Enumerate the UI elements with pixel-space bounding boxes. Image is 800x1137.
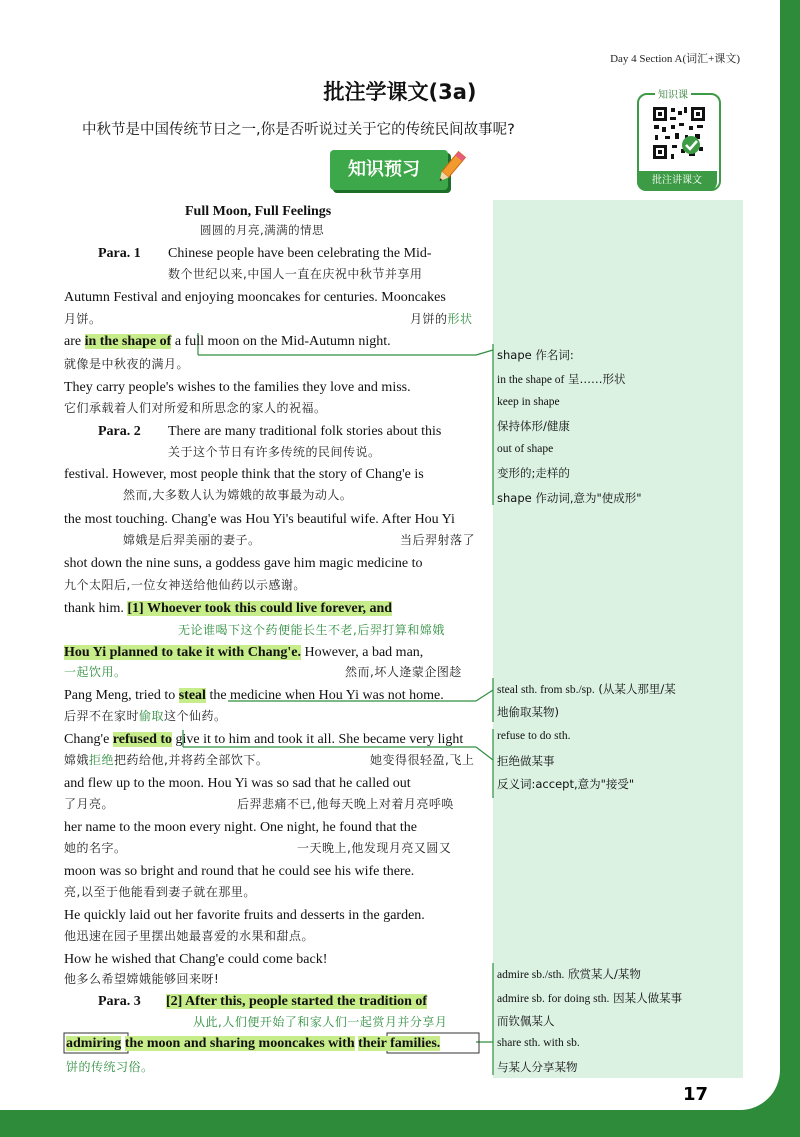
line-3b: a full moon on the Mid-Autumn night. <box>174 334 391 349</box>
trans-7b: 当后羿射落了 <box>400 533 476 547</box>
line-15: moon was so bright and round that he could see his wife there. <box>64 864 415 879</box>
note-refuse-to-cn: 拒绝做某事 <box>497 754 555 768</box>
note-admire-cn: 欣赏某人/某物 <box>568 967 641 981</box>
line-14: her name to the moon every night. One night, he found that the <box>64 820 418 835</box>
trans-11a: 后羿不在家时 <box>64 709 140 723</box>
phrase-their-families: their families. <box>358 1036 441 1051</box>
trans-12a: 嫦娥 <box>64 753 90 767</box>
intro-text: 中秋节是中国传统节日之一,你是否听说过关于它的传统民间故事呢? <box>82 122 515 138</box>
note-out-of-shape: out of shape <box>497 443 554 455</box>
sentence-1-part-b: Hou Yi planned to take it with Chang'e. <box>64 645 301 660</box>
line-6: festival. However, most people think that the story of Chang'e is <box>64 467 424 482</box>
trans-6: 然而,大多数人认为嫦娥的故事最为动人。 <box>123 488 353 502</box>
note-refuse-to: refuse to do sth. <box>497 730 571 742</box>
sentence-2-part-a: [2] After this, people started the tradition of <box>166 994 428 1009</box>
line-2: Autumn Festival and enjoying mooncakes for centuries. Mooncakes <box>64 290 446 305</box>
line-11b: the medicine when Hou Yi was not home. <box>209 688 444 703</box>
trans-2a: 月饼。 <box>64 312 102 326</box>
word-steal: steal <box>178 688 206 703</box>
note-admire-for: admire sb. for doing sth. <box>497 993 610 1005</box>
trans-4: 它们承载着人们对所爱和所思念的家人的祝福。 <box>64 401 327 415</box>
note-in-the-shape-of: in the shape of <box>497 374 565 386</box>
line-9a: thank him. <box>64 601 124 616</box>
section-badge: 知识预习 <box>330 150 448 190</box>
line-12b: give it to him and took it all. She became very light <box>175 732 464 747</box>
word-admiring: admiring <box>66 1036 122 1051</box>
page-title: 批注学课文(3a) <box>323 80 477 104</box>
trans-19: 饼的传统习俗。 <box>66 1060 154 1074</box>
line-17: How he wished that Chang'e could come back! <box>64 952 328 967</box>
note-admire-for-cn: 因某人做某事 <box>613 991 683 1005</box>
para3-label: Para. 3 <box>98 994 141 1009</box>
trans-11c: 这个仙药。 <box>164 709 227 723</box>
note-keep-in-shape-cn: 保持体形/健康 <box>497 419 570 433</box>
phrase-in-the-shape-of: in the shape of <box>84 334 172 349</box>
trans-15: 亮,以至于他能看到妻子就在那里。 <box>64 885 256 899</box>
note-steal-cn-2: 地偷取某物) <box>497 705 559 719</box>
trans-2c: 形状 <box>447 312 473 326</box>
trans-9: 无论谁喝下这个药便能长生不老,后羿打算和嫦娥 <box>178 623 445 637</box>
para2-label: Para. 2 <box>98 424 141 439</box>
note-shape-verb: shape 作动词,意为"使成形" <box>497 491 642 505</box>
line-3a: are <box>64 334 82 349</box>
sentence-2-part-b: the moon and sharing mooncakes with <box>124 1036 355 1051</box>
trans-10a: 一起饮用。 <box>64 665 127 679</box>
trans-13b: 后羿悲痛不已,他每天晚上对着月亮呼唤 <box>237 797 454 811</box>
story-title-cn: 圆圆的月亮,满满的情思 <box>200 223 325 237</box>
trans-17: 他多么希望嫦娥能够回来呀! <box>64 972 220 986</box>
para1-label: Para. 1 <box>98 246 141 261</box>
trans-10b: 然而,坏人逄蒙企图趁 <box>345 665 462 679</box>
line-1: Chinese people have been celebrating the Mid- <box>168 246 432 261</box>
line-13: and flew up to the moon. Hou Yi was so sad that he called out <box>64 776 411 791</box>
note-antonym: 反义词:accept,意为"接受" <box>497 777 635 791</box>
line-10b: However, a bad man, <box>304 645 424 660</box>
line-7: the most touching. Chang'e was Hou Yi's beautiful wife. After Hou Yi <box>64 512 455 527</box>
note-shape-noun: shape 作名词: <box>497 348 574 362</box>
trans-13a: 了月亮。 <box>64 797 115 811</box>
phrase-refused-to: refused to <box>112 732 173 747</box>
note-admire-for-cn-2: 而钦佩某人 <box>497 1014 555 1028</box>
line-12a: Chang'e <box>64 732 110 747</box>
page-number: 17 <box>682 1084 708 1105</box>
trans-16: 他迅速在园子里摆出她最喜爱的水果和甜点。 <box>64 929 315 943</box>
trans-18: 从此,人们便开始了和家人们一起赏月并分享月 <box>193 1015 448 1029</box>
trans-11b: 偷取 <box>139 709 165 723</box>
trans-3: 就像是中秋夜的满月。 <box>64 357 190 371</box>
trans-5: 关于这个节日有许多传统的民间传说。 <box>168 445 381 459</box>
trans-8: 九个太阳后,一位女神送给他仙药以示感谢。 <box>64 578 306 592</box>
story-title: Full Moon, Full Feelings <box>185 204 332 219</box>
trans-14a: 她的名字。 <box>64 841 127 855</box>
note-admire: admire sb./sth. <box>497 969 565 981</box>
trans-7a: 嫦娥是后羿美丽的妻子。 <box>123 533 261 547</box>
section-header: Day 4 Section A(词汇+课文) <box>610 53 740 65</box>
line-4: They carry people's wishes to the families they love and miss. <box>64 380 411 395</box>
line-11a: Pang Meng, tried to <box>64 688 176 703</box>
trans-14b: 一天晚上,他发现月亮又圆又 <box>297 841 452 855</box>
trans-12b: 拒绝 <box>89 753 115 767</box>
note-share-cn: 与某人分享某物 <box>497 1060 578 1074</box>
line-16: He quickly laid out her favorite fruits and desserts in the garden. <box>64 908 425 923</box>
note-steal-cn: (从某人那里/某 <box>598 682 676 696</box>
trans-2b: 月饼的 <box>410 312 448 326</box>
note-out-of-shape-cn: 变形的;走样的 <box>497 466 570 480</box>
note-in-the-shape-of-cn: 呈……形状 <box>568 372 626 386</box>
trans-12c: 把药给他,并将药全部饮下。 <box>114 753 269 767</box>
line-5: There are many traditional folk stories about this <box>168 424 442 439</box>
note-keep-in-shape: keep in shape <box>497 396 560 408</box>
trans-12d: 她变得很轻盈,飞上 <box>370 753 475 767</box>
sentence-1-part-a: [1] Whoever took this could live forever, and <box>127 601 393 616</box>
line-8: shot down the nine suns, a goddess gave him magic medicine to <box>64 556 423 571</box>
qr-top-label: 知识课 <box>655 86 691 101</box>
qr-bottom-label: 批注讲课文 <box>637 171 717 191</box>
note-share: share sth. with sb. <box>497 1037 580 1049</box>
note-steal: steal sth. from sb./sp. <box>497 684 595 696</box>
trans-1: 数个世纪以来,中国人一直在庆祝中秋节并享用 <box>168 267 423 281</box>
